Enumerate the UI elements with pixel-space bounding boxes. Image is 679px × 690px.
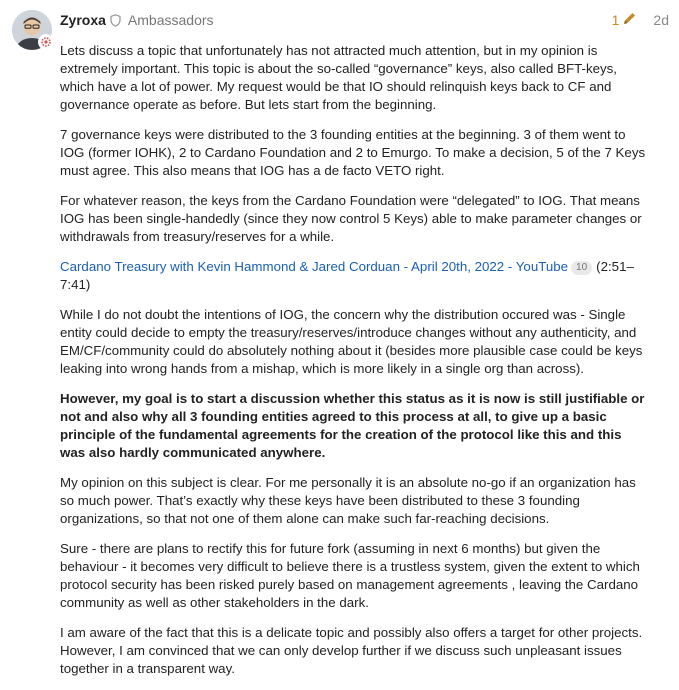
post-date[interactable]: 2d bbox=[653, 12, 669, 28]
link-click-count: 10 bbox=[571, 261, 592, 275]
link-paragraph bbox=[60, 258, 650, 294]
edit-history-button[interactable] bbox=[612, 11, 638, 29]
youtube-link[interactable]: Cardano Treasury with Kevin Hammond & Jared Corduan - April 20th, 2022 - YouTube bbox=[60, 259, 569, 274]
moderator-shield-icon bbox=[110, 14, 121, 27]
paragraph-1: Lets discuss a topic that unfortunately has not attracted much attention, but in my opinion is extremely important. This topic is about the so-called “governance” keys, also called BFT-keys, which have a lot of power. My request would be that IO should relinquish keys back to CF and governance operate as before. But lets start from the beginning. bbox=[60, 43, 617, 112]
paragraph-3: For whatever reason, the keys from the Cardano Foundation were “delegated” to IOG. That means IOG has been single-handedly (since they now control 5 Keys) able to make parameter changes or withdrawals from treasury/reserves for a while. bbox=[60, 193, 642, 244]
link-timestamp: (2:51–7:41) bbox=[60, 259, 634, 292]
username-link[interactable]: Zyroxa bbox=[60, 12, 106, 28]
edit-count: 1 bbox=[611, 12, 620, 28]
post-body bbox=[60, 42, 650, 690]
post-header bbox=[60, 10, 669, 30]
paragraph-2: 7 governance keys were distributed to the 3 founding entities at the beginning. 3 of them went to IOG (former IOHK), 2 to Cardano Foundation and 2 to Emurgo. To make a decision, 5 of the 7 Keys must agree. This also means that IOG has a de facto VETO right. bbox=[60, 127, 646, 178]
flair-gear-icon bbox=[38, 34, 54, 50]
paragraph-6: Sure - there are plans to rectify this for future fork (assuming in next 6 months) but given the behaviour - it becomes very difficult to believe there is a trustless system, given the extent to which protocol security has been risked purely based on management agreements , leaving the Cardano community as well as other stakeholders in the dark. bbox=[60, 541, 640, 610]
pencil-icon bbox=[622, 11, 637, 29]
paragraph-5: My opinion on this subject is clear. For me personally it is an absolute no-go if an organization has so much power. That’s exactly why these keys have been distributed to these 3 founding organizations, so that not one of them alone can make such far-reaching decisions. bbox=[60, 475, 636, 526]
paragraph-7: I am aware of the fact that this is a delicate topic and possibly also offers a target for other projects. However, I am convinced that we can only develop further if we discuss such unpleasant issues together in a transparent way. bbox=[60, 625, 643, 676]
paragraph-4: While I do not doubt the intentions of IOG, the concern why the distribution occured was - Single entity could decide to empty the treasury/reserves/introduce changes without any authenticity, and EM/CF/community could do absolutely nothing about it (besides more plausible case could be keys leaking into wrong hands from a mishap, which is more likely in a single org than across). bbox=[60, 307, 643, 376]
user-group-link[interactable]: Ambassadors bbox=[127, 12, 214, 28]
bold-paragraph: However, my goal is to start a discussion whether this status as it is now is still justifiable or not and also why all 3 founding entities agreed to this process at all, to give up a basic principle of the fundamental agreements for the creation of the protocol like this and this was also hardly communicated anywhere. bbox=[60, 391, 645, 460]
